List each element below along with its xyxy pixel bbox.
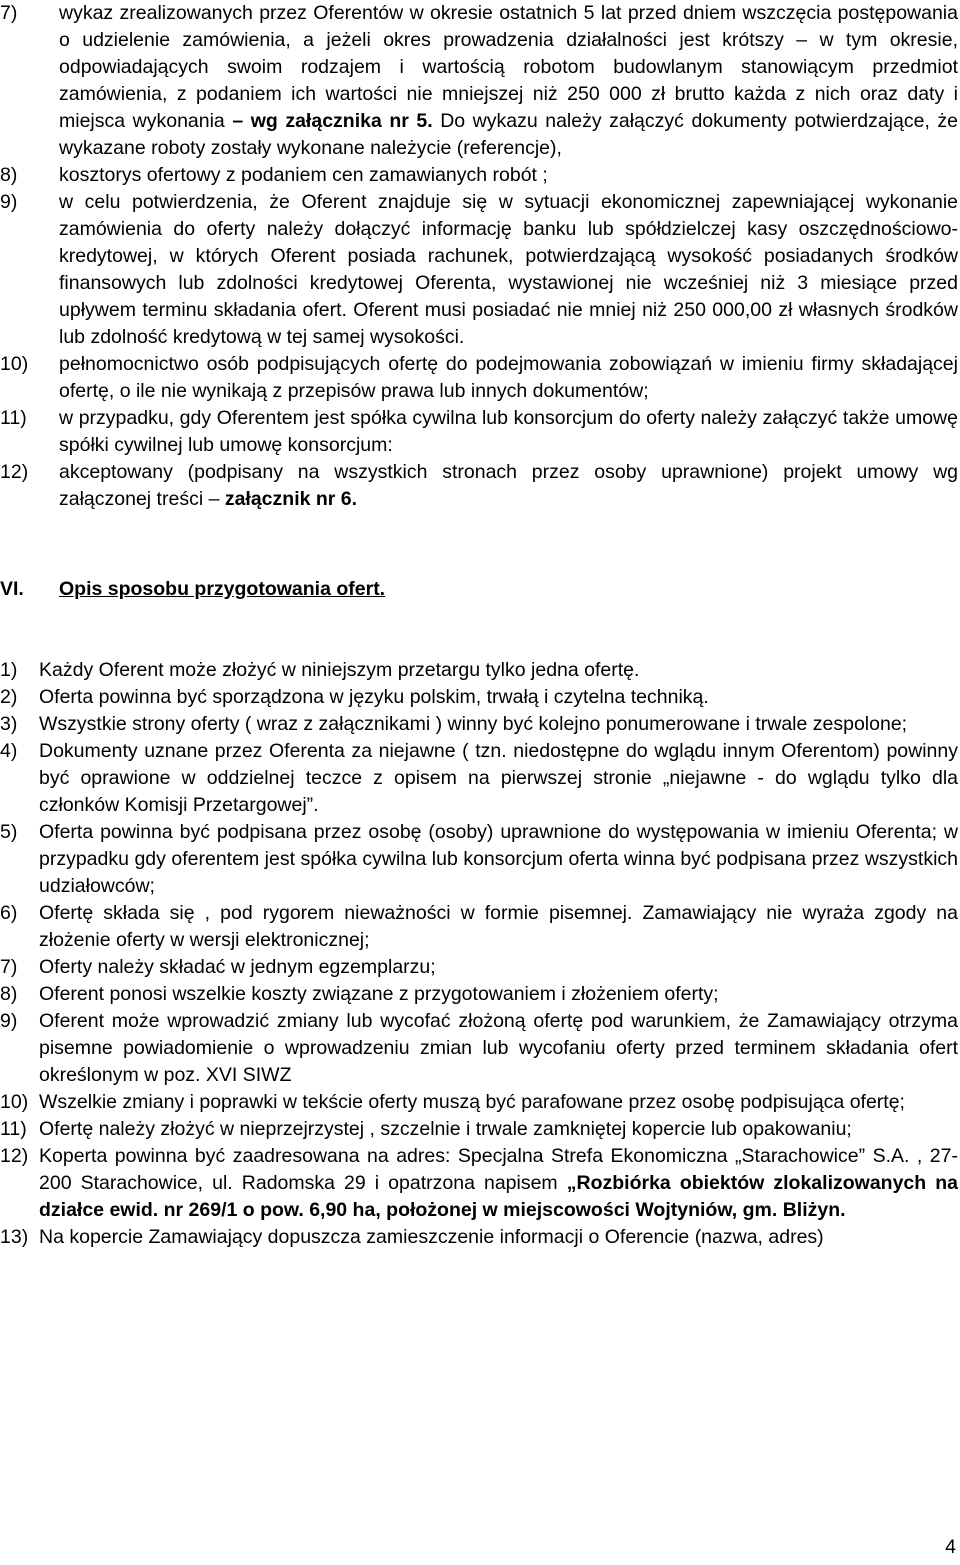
text-segment: pełnomocnictwo osób podpisujących ofertę do podejmowania zobowiązań w imieniu firmy składającej ofertę, o ile nie wynikają z przepisów prawa lub innych dokumentów; bbox=[59, 353, 958, 402]
list-item-number: 12) bbox=[0, 461, 29, 483]
list-item bbox=[0, 1089, 958, 1116]
text-segment: Koperta powinna być zaadresowana na adres: Specjalna Strefa Ekonomiczna „Starachowice” S.A. , 27-200 Starachowice, ul. Radomska 29 i opatrzona napisem bbox=[39, 1145, 958, 1194]
list-item-number: 10) bbox=[0, 353, 29, 375]
list-item bbox=[0, 459, 958, 513]
list-item-text bbox=[39, 900, 958, 954]
list-item bbox=[0, 1116, 958, 1143]
list-item-text bbox=[39, 684, 958, 711]
list-item-text bbox=[39, 1143, 958, 1224]
list-item bbox=[0, 1224, 958, 1251]
text-segment: Oferent ponosi wszelkie koszty związane z przygotowaniem i złożeniem oferty; bbox=[39, 983, 719, 1005]
list-item bbox=[0, 0, 958, 162]
bold-text: – wg załącznika nr 5. bbox=[232, 110, 433, 132]
list-item-number: 2) bbox=[0, 686, 18, 708]
list-item-number: 7) bbox=[0, 2, 18, 24]
bold-text: załącznik nr 6. bbox=[224, 488, 358, 510]
list-item-number: 6) bbox=[0, 902, 18, 924]
list-item-number: 5) bbox=[0, 821, 18, 843]
text-segment: Wszystkie strony oferty ( wraz z załącznikami ) winny być kolejno ponumerowane i trwale zespolone; bbox=[39, 713, 908, 735]
text-segment: Oferta powinna być sporządzona w języku polskim, trwałą i czytelna techniką. bbox=[39, 686, 709, 708]
list-item-number: 9) bbox=[0, 1010, 18, 1032]
list-item-text bbox=[39, 738, 958, 819]
list-item-number: 13) bbox=[0, 1226, 29, 1248]
text-segment: Dokumenty uznane przez Oferenta za niejawne ( tzn. niedostępne do wglądu innym Oferentom) powinny być oprawione w oddzielnej teczce z opisem na pierwszej stronie „niejawne - do wglądu tylko dla członków Komisji Przetargowej”. bbox=[39, 740, 958, 816]
list-item-text bbox=[39, 711, 958, 738]
text-segment: Oferent może wprowadzić zmiany lub wycofać złożoną ofertę pod warunkiem, że Zamawiający otrzyma pisemne powiadomienie o wprowadzeniu zmian lub wycofaniu oferty przed terminem składania ofert określonym w poz. XVI SIWZ bbox=[39, 1010, 958, 1086]
text-segment: Oferty należy składać w jednym egzemplarzu; bbox=[39, 956, 436, 978]
list-item-number: 4) bbox=[0, 740, 18, 762]
list-item bbox=[0, 657, 958, 684]
list-item-text bbox=[59, 162, 958, 189]
list-item bbox=[0, 1143, 958, 1224]
text-segment: Oferta powinna być podpisana przez osobę (osoby) uprawnione do występowania w imieniu Oferenta; w przypadku gdy oferentem jest spółka cywilna lub konsorcjum oferta winna być podpisana przez wszystkich udziałowców; bbox=[39, 821, 958, 897]
list-item-text bbox=[59, 0, 958, 162]
list-item bbox=[0, 684, 958, 711]
list-item-number: 11) bbox=[0, 407, 27, 429]
section-title: Opis sposobu przygotowania ofert. bbox=[59, 578, 386, 600]
list-item bbox=[0, 351, 958, 405]
list-item-number: 1) bbox=[0, 659, 18, 681]
list-item-text bbox=[39, 981, 958, 1008]
list-item bbox=[0, 738, 958, 819]
text-segment: Każdy Oferent może złożyć w niniejszym przetargu tylko jedna ofertę. bbox=[39, 659, 640, 681]
list-item-text bbox=[59, 405, 958, 459]
text-segment: Na kopercie Zamawiający dopuszcza zamieszczenie informacji o Oferencie (nazwa, adres) bbox=[39, 1226, 824, 1248]
text-segment: w przypadku, gdy Oferentem jest spółka cywilna lub konsorcjum do oferty należy załączyć także umowę spółki cywilnej lub umowę konsorcjum: bbox=[59, 407, 958, 456]
text-segment: Ofertę składa się , pod rygorem nieważności w formie pisemnej. Zamawiający nie wyraża zgody na złożenie oferty w wersji elektronicznej; bbox=[39, 902, 958, 951]
list-item-text bbox=[39, 1008, 958, 1089]
text-segment: akceptowany (podpisany na wszystkich stronach przez osoby uprawnione) projekt umowy wg załączonej treści – bbox=[59, 461, 958, 510]
list-item-text bbox=[39, 1116, 958, 1143]
list-item-text bbox=[59, 189, 958, 351]
list-item-number: 10) bbox=[0, 1091, 29, 1113]
page-number: 4 bbox=[945, 1536, 956, 1558]
text-segment: Wszelkie zmiany i poprawki w tekście oferty muszą być parafowane przez osobę podpisująca ofertę; bbox=[39, 1091, 905, 1113]
list-item-text bbox=[39, 819, 958, 900]
list-item-number: 7) bbox=[0, 956, 18, 978]
list-item-text bbox=[39, 954, 958, 981]
section-number: VI. bbox=[0, 578, 24, 600]
list-item-number: 11) bbox=[0, 1118, 27, 1140]
text-segment: kosztorys ofertowy z podaniem cen zamawianych robót ; bbox=[59, 164, 548, 186]
list-item bbox=[0, 405, 958, 459]
list-item-number: 9) bbox=[0, 191, 18, 213]
requirements-list bbox=[0, 0, 958, 513]
list-item bbox=[0, 1008, 958, 1089]
offer-preparation-list bbox=[0, 657, 958, 1251]
list-item bbox=[0, 954, 958, 981]
list-item-text bbox=[39, 1089, 958, 1116]
list-item bbox=[0, 162, 958, 189]
list-item-text bbox=[39, 657, 958, 684]
bold-text: „Rozbiórka obiektów zlokalizowanych na działce ewid. nr 269/1 o pow. 6,90 ha, położonej w miejscowości Wojtyniów, gm. Bliżyn. bbox=[39, 1172, 958, 1221]
list-item bbox=[0, 711, 958, 738]
list-item-text bbox=[59, 351, 958, 405]
text-segment: w celu potwierdzenia, że Oferent znajduje się w sytuacji ekonomicznej zapewniającej wykonanie zamówienia do oferty należy dołączyć informację banku lub spółdzielczej kasy oszczędnościowo-kredytowej, w których Oferent posiada rachunek, potwierdzającą wysokość posiadanych środków finansowych lub zdolności kredytowej Oferenta, wystawionej nie wcześniej niż 3 miesiące przed upływem terminu składania ofert. Oferent musi posiadać nie mniej niż 250 000,00 zł własnych środków lub zdolność kredytową w tej samej wysokości. bbox=[59, 191, 958, 348]
list-item bbox=[0, 189, 958, 351]
text-segment: Ofertę należy złożyć w nieprzejrzystej , szczelnie i trwale zamkniętej kopercie lub opakowaniu; bbox=[39, 1118, 852, 1140]
text-segment: Do wykazu należy załączyć dokumenty potwierdzające, że wykazane roboty zostały wykonane należycie (referencje), bbox=[59, 110, 958, 159]
list-item bbox=[0, 981, 958, 1008]
list-item bbox=[0, 819, 958, 900]
text-segment: wykaz zrealizowanych przez Oferentów w okresie ostatnich 5 lat przed dniem wszczęcia postępowania o udzielenie zamówienia, a jeżeli okres prowadzenia działalności jest krótszy – w tym okresie, odpowiadających swoim rodzajem i wartością robotom budowlanym stanowiącym przedmiot zamówienia, z podaniem ich wartości nie mniejszej niż 250 000 zł brutto każda z nich oraz daty i miejsca wykonania bbox=[59, 2, 958, 132]
section-heading bbox=[0, 576, 958, 603]
list-item-number: 8) bbox=[0, 164, 18, 186]
list-item bbox=[0, 900, 958, 954]
list-item-text bbox=[59, 459, 958, 513]
list-item-number: 8) bbox=[0, 983, 18, 1005]
list-item-text bbox=[39, 1224, 958, 1251]
list-item-number: 3) bbox=[0, 713, 18, 735]
list-item-number: 12) bbox=[0, 1145, 29, 1167]
